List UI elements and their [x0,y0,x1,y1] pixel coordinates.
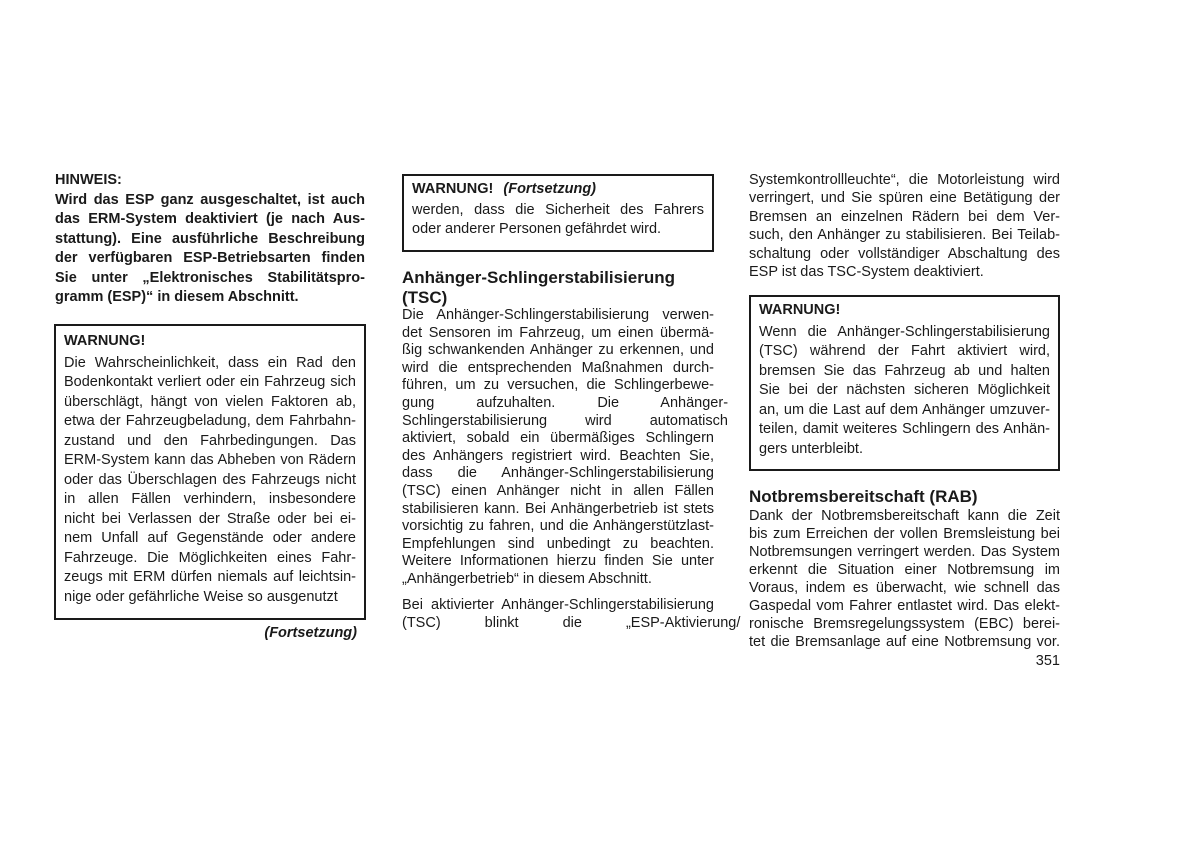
warning-line: zustand und den Fahrbedingungen. Das [64,432,356,449]
hinweis-line: das ERM-System deaktiviert (je nach Aus- [55,211,365,227]
text-line: führen, um zu versuchen, die Schlingerbewe- [402,377,714,394]
warning-line: (TSC) während der Fahrt aktiviert wird, [759,343,1050,359]
warning-line: Fahrzeuge. Die Möglichkeiten eines Fahr- [64,549,356,566]
text-line: Die Anhänger-Schlingerstabilisierung verwen- [402,307,714,323]
hinweis-label: HINWEIS: [55,172,122,188]
text-line: erkennt die Situation einer Notbremsung im [749,562,1060,578]
warning-title-suffix: (Fortsetzung) [503,181,597,197]
text-line: schaltung oder vollständiger Abschaltung des [749,245,1060,262]
warning-line: in allen Fällen verhindern, insbesondere [64,491,356,507]
text-line: verringert, und Sie spüren eine Betätigung der [749,190,1060,207]
warning-box-1 [54,324,366,620]
warning-line: oder das Überschlagen des Fahrzeugs nicht [64,471,356,488]
hinweis-line: Wird das ESP ganz ausgeschaltet, ist auch [55,191,365,208]
tsc-paragraph-2 [402,597,741,632]
warning-box-2 [402,174,714,252]
warning-line: oder anderer Personen gefährdet wird. [412,221,662,237]
warning-title: WARNUNG! [412,181,494,197]
text-line: bis zum Erreichen der vollen Bremsleistung bei [749,526,1060,542]
hinweis-line: der verfügbaren ESP-Betriebsarten finden [55,250,365,266]
section-heading-rab: Notbremsbereitschaft (RAB) [749,487,978,506]
warning-box-3 [749,295,1060,471]
warning-line: an, um die Last auf dem Anhänger umzuver- [759,401,1050,418]
hinweis-line: Sie unter „Elektronisches Stabilitätspro- [55,269,365,286]
text-line: Schlingerstabilisierung wird automatisch [402,412,728,429]
text-line: det Sensoren im Fahrzeug, um einen übermä- [402,324,714,341]
warning-line: Sie bei der nächsten sicheren Möglichkeit [759,382,1050,398]
hinweis-line: stattung). Eine ausführliche Beschreibung [55,230,365,247]
text-line: Notbremsungen verringert werden. Das System [749,544,1060,560]
text-line: (TSC) blinkt die „ESP-Aktivierung/ [402,614,741,631]
warning-title: WARNUNG! [759,302,841,318]
continuation-note: (Fortsetzung) [264,625,357,641]
text-line: dass die Anhänger-Schlingerstabilisierung [402,465,714,482]
warning-line: nige oder gefährliche Weise so ausgenutzt [64,588,338,605]
heading-line: Anhänger-Schlingerstabilisierung [402,268,675,287]
warning-line: Wenn die Anhänger-Schlingerstabilisierung [759,323,1050,340]
warning-line: Die Wahrscheinlichkeit, dass ein Rad den [64,354,356,371]
text-line: aktiviert, sobald ein übermäßiges Schlingern [402,430,714,447]
warning-line: zeugs mit ERM dürfen niemals auf leichtsin- [64,569,356,585]
warning-line: nicht bei Verlassen der Straße oder bei ei- [64,510,356,527]
text-line: wird die entsprechenden Maßnahmen durch- [402,359,714,376]
text-line: Bremsen an einzelnen Rädern bei dem Ver- [749,208,1060,225]
warning-line: ERM-System kann das Abheben von Rädern [64,452,356,468]
warning-line: teilen, damit weiteres Schlingern des Anhän- [759,421,1050,437]
warning-line: gers unterbleibt. [759,440,863,457]
section-heading-tsc [402,268,714,308]
warning-line: Bodenkontakt verliert oder ein Fahrzeug sich [64,374,356,390]
text-line: „Anhängerbetrieb“ in diesem Abschnitt. [402,570,652,587]
text-line: Empfehlungen sind unbedingt zu beachten. [402,535,714,552]
text-line: Systemkontrollleuchte“, die Motorleistung wird [749,172,1060,188]
page-number: 351 [1035,653,1060,669]
text-line: vorsichtig zu fahren, und die Anhängerstützlast- [402,518,714,535]
warning-title: WARNUNG! [64,333,146,349]
text-line: ßig schwankenden Anhänger zu erkennen, und [402,342,714,359]
hinweis-line: gramm (ESP)“ in diesem Abschnitt. [55,289,299,305]
text-line: Voraus, indem es überwacht, wie schnell das [749,580,1060,596]
text-line: (TSC) einen Anhänger nicht in allen Fällen [402,482,714,499]
tsc-paragraph-3 [749,171,1060,281]
warning-line: bremsen Sie das Fahrzeug ab und halten [759,362,1050,379]
warning-line: nem Unfall auf Gegenstände oder andere [64,530,356,546]
hinweis-block [55,171,365,308]
heading-line: (TSC) [402,288,448,307]
tsc-paragraph-1 [402,307,729,589]
rab-paragraph [749,507,1060,651]
text-line: tet die Bremsanlage auf eine Notbremsung vor. [749,634,1060,650]
warning-title-row [412,180,704,200]
warning-line: werden, dass die Sicherheit des Fahrers [412,201,704,218]
text-line: Gaspedal vom Fahrer entlastet wird. Das elekt- [749,598,1060,614]
text-line: such, den Anhänger zu stabilisieren. Bei Teilab- [749,227,1060,244]
text-line: Dank der Notbremsbereitschaft kann die Zeit [749,508,1060,524]
text-line: stabilisieren kann. Bei Anhängerbetrieb ist stets [402,500,714,517]
text-line: gung aufzuhalten. Die Anhänger- [402,394,729,411]
text-line: Bei aktivierter Anhänger-Schlingerstabilisierung [402,597,714,613]
warning-line: überschlägt, hängt von vielen Faktoren ab, [64,393,356,410]
text-line: ESP ist das TSC-System deaktiviert. [749,263,984,280]
text-line: Weitere Informationen hierzu finden Sie unter [402,553,714,570]
text-line: des Anhängers registriert wird. Beachten Sie, [402,447,714,464]
warning-line: etwa der Fahrzeugbeladung, dem Fahrbahn- [64,413,356,429]
text-line: ronische Bremsregelungssystem (EBC) berei- [749,616,1060,632]
